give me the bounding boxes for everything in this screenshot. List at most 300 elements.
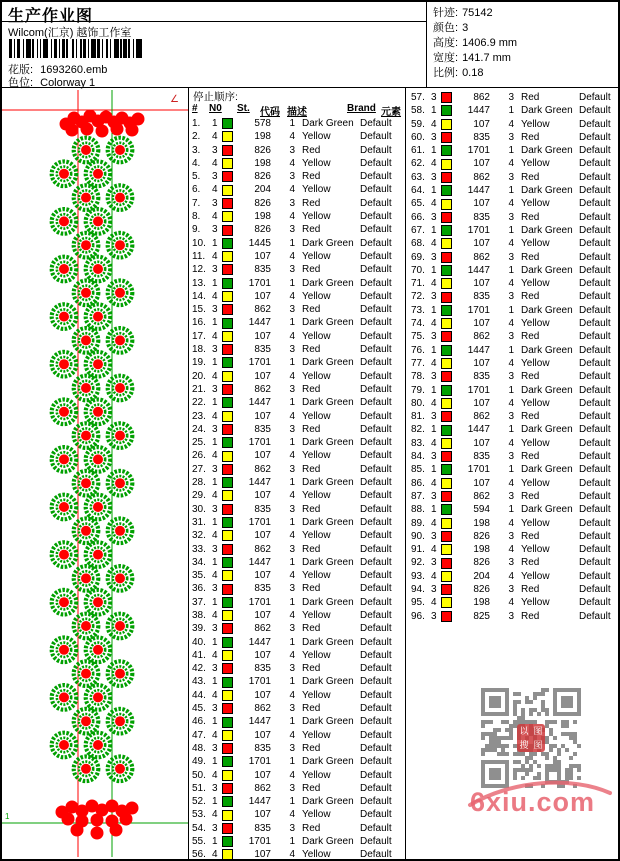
- flower-center: [93, 312, 103, 322]
- stop-row: [189, 729, 405, 742]
- stop-number-cell: 41.: [192, 649, 206, 661]
- brand-cell: Default: [579, 477, 611, 489]
- stop-number-cell: 50.: [192, 769, 206, 781]
- brand-cell: Default: [360, 849, 392, 861]
- stitch-count-cell: 107: [473, 318, 490, 330]
- color-swatch: [222, 264, 233, 275]
- swatch-cell: [222, 570, 237, 581]
- needle-cell: 1: [212, 636, 218, 648]
- flower-center: [115, 478, 125, 488]
- brand-cell: Default: [360, 636, 392, 648]
- qr-module: [545, 720, 549, 724]
- code-cell: 4: [508, 158, 514, 170]
- color-swatch: [222, 530, 233, 541]
- needle-cell: 4: [212, 769, 218, 781]
- swatch-cell: [222, 357, 237, 368]
- brand-cell: Default: [360, 171, 392, 183]
- stitch-count-cell: 862: [473, 171, 490, 183]
- color-swatch: [441, 199, 452, 210]
- stitches-value: 75142: [462, 7, 493, 19]
- swatch-cell: [441, 225, 456, 236]
- code-cell: 3: [508, 557, 514, 569]
- color-swatch: [222, 623, 233, 634]
- qr-module: [521, 716, 525, 720]
- needle-cell: 3: [212, 383, 218, 395]
- needle-cell: 4: [431, 158, 437, 170]
- flower-center: [115, 669, 125, 679]
- qr-module: [557, 752, 561, 756]
- flower-center: [81, 526, 91, 536]
- color-swatch: [222, 238, 233, 249]
- brand-cell: Default: [360, 689, 392, 701]
- description-cell: Red: [521, 171, 540, 183]
- stop-number-cell: 29.: [192, 490, 206, 502]
- stitch-count-cell: 1447: [248, 477, 271, 489]
- stop-row: [189, 157, 405, 170]
- swatch-cell: [222, 504, 237, 515]
- description-cell: Yellow: [521, 544, 550, 556]
- stop-number-cell: 57.: [411, 92, 425, 103]
- stop-number-cell: 94.: [411, 583, 425, 595]
- stop-row: [408, 131, 618, 144]
- info-row-colors: [433, 21, 618, 36]
- title-divider: [2, 21, 426, 22]
- qr-module: [529, 756, 533, 760]
- flower-center: [59, 550, 69, 560]
- needle-cell: 4: [212, 809, 218, 821]
- swatch-cell: [222, 238, 237, 249]
- flower-center: [81, 716, 91, 726]
- stop-number-cell: 95.: [411, 597, 425, 609]
- description-cell: Red: [302, 197, 321, 209]
- stop-row: [189, 596, 405, 609]
- stamp-character: 以: [519, 726, 529, 736]
- stitch-count-cell: 835: [254, 742, 271, 754]
- stitch-count-cell: 835: [254, 344, 271, 356]
- brand-cell: Default: [360, 477, 392, 489]
- description-cell: Red: [302, 171, 321, 183]
- description-cell: Yellow: [302, 157, 331, 169]
- bottom-red-motif: [91, 814, 104, 827]
- stop-row: [408, 370, 618, 383]
- color-swatch: [441, 371, 452, 382]
- qr-module: [541, 704, 545, 708]
- needle-cell: 3: [431, 451, 437, 463]
- flower-center: [115, 716, 125, 726]
- start-mark: 1: [5, 812, 10, 821]
- needle-cell: 1: [431, 464, 437, 476]
- stop-row: [408, 490, 618, 503]
- needle-cell: 1: [212, 516, 218, 528]
- brand-cell: Default: [360, 410, 392, 422]
- stop-number-cell: 71.: [411, 278, 425, 290]
- needle-cell: 3: [431, 530, 437, 542]
- code-cell: 3: [289, 423, 295, 435]
- top-red-motif: [132, 113, 145, 126]
- stop-number-cell: 18.: [192, 344, 206, 356]
- brand-cell: Default: [360, 756, 392, 768]
- needle-cell: 3: [431, 331, 437, 343]
- color-swatch: [441, 252, 452, 263]
- brand-cell: Default: [360, 716, 392, 728]
- stitch-count-cell: 835: [473, 451, 490, 463]
- needle-cell: 1: [431, 424, 437, 436]
- stop-row: [189, 356, 405, 369]
- stop-row: [408, 397, 618, 410]
- stop-number-cell: 43.: [192, 676, 206, 688]
- brand-cell: Default: [579, 583, 611, 595]
- stop-number-cell: 49.: [192, 756, 206, 768]
- stop-row: [408, 184, 618, 197]
- stop-number-cell: 90.: [411, 530, 425, 542]
- top-red-motif: [66, 124, 79, 137]
- needle-cell: 4: [212, 211, 218, 223]
- swatch-cell: [222, 384, 237, 395]
- code-cell: 1: [289, 676, 295, 688]
- brand-cell: Default: [579, 490, 611, 502]
- code-cell: 4: [289, 769, 295, 781]
- needle-cell: 3: [431, 171, 437, 183]
- flower-center: [93, 454, 103, 464]
- stop-number-cell: 14.: [192, 290, 206, 302]
- stitch-count-cell: 1447: [248, 796, 271, 808]
- stitch-count-cell: 826: [254, 224, 271, 236]
- brand-cell: Default: [360, 729, 392, 741]
- stop-row: [189, 503, 405, 516]
- stitch-count-cell: 107: [473, 278, 490, 290]
- stitch-count-cell: 835: [254, 423, 271, 435]
- qr-module: [481, 732, 485, 736]
- stitch-count-cell: 862: [254, 463, 271, 475]
- needle-cell: 4: [212, 689, 218, 701]
- color-swatch: [441, 278, 452, 289]
- description-cell: Dark Green: [302, 676, 354, 688]
- swatch-cell: [441, 92, 456, 103]
- embroidery-design-preview: [2, 88, 188, 859]
- description-cell: Red: [302, 782, 321, 794]
- stop-number-cell: 35.: [192, 570, 206, 582]
- swatch-cell: [441, 611, 456, 622]
- stitch-count-cell: 1447: [248, 317, 271, 329]
- description-cell: Dark Green: [302, 516, 354, 528]
- brand-cell: Default: [360, 450, 392, 462]
- swatch-cell: [441, 199, 456, 210]
- stitch-count-cell: 198: [254, 157, 271, 169]
- brand-cell: Default: [360, 184, 392, 196]
- flower-center: [115, 288, 125, 298]
- brand-cell: Default: [360, 237, 392, 249]
- stop-number-cell: 83.: [411, 437, 425, 449]
- needle-cell: 4: [212, 184, 218, 196]
- brand-cell: Default: [360, 397, 392, 409]
- swatch-cell: [222, 331, 237, 342]
- color-swatch: [222, 451, 233, 462]
- swatch-cell: [441, 278, 456, 289]
- brand-cell: Default: [360, 144, 392, 156]
- stop-row: [189, 197, 405, 210]
- stop-row: [408, 556, 618, 569]
- needle-cell: 1: [431, 384, 437, 396]
- needle-cell: 4: [212, 330, 218, 342]
- stop-row: [189, 303, 405, 316]
- flower-center: [93, 169, 103, 179]
- description-cell: Yellow: [302, 649, 331, 661]
- stop-number-cell: 63.: [411, 171, 425, 183]
- needle-cell: 3: [212, 171, 218, 183]
- needle-cell: 3: [431, 291, 437, 303]
- stitch-count-cell: 107: [254, 530, 271, 542]
- colors-label: 颜色:: [433, 22, 459, 34]
- code-cell: 4: [508, 198, 514, 210]
- color-swatch: [441, 584, 452, 595]
- qr-module: [517, 760, 521, 764]
- qr-module: [573, 752, 577, 756]
- needle-cell: 1: [212, 756, 218, 768]
- info-row-scale: [433, 66, 618, 81]
- brand-cell: Default: [360, 383, 392, 395]
- qr-module: [481, 748, 485, 752]
- qr-module: [573, 740, 577, 744]
- qr-module: [561, 744, 565, 748]
- description-cell: Red: [521, 211, 540, 223]
- color-swatch: [222, 371, 233, 382]
- code-cell: 4: [289, 570, 295, 582]
- code-cell: 3: [289, 583, 295, 595]
- qr-module: [517, 692, 521, 696]
- flower-center: [115, 526, 125, 536]
- qr-module: [577, 768, 581, 772]
- info-row-width: [433, 51, 618, 66]
- code-cell: 1: [289, 357, 295, 369]
- brand-cell: Default: [579, 344, 611, 356]
- stamp-character: 图: [533, 740, 543, 750]
- stop-number-cell: 73.: [411, 304, 425, 316]
- swatch-cell: [222, 464, 237, 475]
- stop-row: [189, 383, 405, 396]
- code-cell: 4: [289, 729, 295, 741]
- stop-row: [189, 569, 405, 582]
- stop-row: [189, 675, 405, 688]
- needle-cell: 1: [212, 237, 218, 249]
- qr-module: [525, 700, 529, 704]
- qr-module: [513, 752, 517, 756]
- description-cell: Yellow: [302, 809, 331, 821]
- qr-module: [525, 772, 529, 776]
- swatch-cell: [222, 291, 237, 302]
- needle-cell: 4: [212, 450, 218, 462]
- flower-center: [59, 216, 69, 226]
- color-swatch: [441, 531, 452, 542]
- stop-number-cell: 68.: [411, 238, 425, 250]
- flower-center: [59, 359, 69, 369]
- code-cell: 1: [508, 384, 514, 396]
- stop-row: [408, 91, 618, 104]
- code-cell: 1: [289, 556, 295, 568]
- stitch-count-cell: 1701: [248, 516, 271, 528]
- needle-cell: 4: [431, 517, 437, 529]
- description-cell: Dark Green: [521, 224, 573, 236]
- code-cell: 4: [508, 357, 514, 369]
- needle-cell: 1: [212, 317, 218, 329]
- qr-module: [545, 688, 549, 692]
- needle-cell: 3: [212, 144, 218, 156]
- stop-row: [189, 609, 405, 622]
- stop-row: [408, 344, 618, 357]
- description-cell: Red: [521, 251, 540, 263]
- qr-module: [481, 712, 509, 716]
- design-info-box: [426, 2, 618, 88]
- column-header-description: 描述: [287, 107, 307, 118]
- swatch-cell: [441, 345, 456, 356]
- needle-cell: 1: [431, 224, 437, 236]
- stop-row: [408, 477, 618, 490]
- stitch-count-cell: 204: [473, 570, 490, 582]
- description-cell: Red: [302, 822, 321, 834]
- stop-number-cell: 86.: [411, 477, 425, 489]
- brand-cell: Default: [360, 583, 392, 595]
- info-row-height: [433, 36, 618, 51]
- qr-module: [513, 708, 517, 712]
- color-swatch: [441, 225, 452, 236]
- qr-module: [545, 756, 549, 760]
- stop-number-cell: 10.: [192, 237, 206, 249]
- stop-row: [408, 118, 618, 131]
- stitch-count-cell: 1701: [467, 464, 490, 476]
- qr-module: [545, 768, 549, 772]
- stop-row: [189, 144, 405, 157]
- code-cell: 3: [289, 742, 295, 754]
- flower-center: [115, 335, 125, 345]
- brand-cell: Default: [579, 105, 611, 117]
- stop-row: [408, 304, 618, 317]
- qr-module: [545, 708, 549, 712]
- stop-number-cell: 46.: [192, 716, 206, 728]
- stop-number-cell: 61.: [411, 145, 425, 157]
- stop-row: [189, 396, 405, 409]
- color-swatch: [222, 171, 233, 182]
- color-swatch: [441, 504, 452, 515]
- qr-module: [569, 732, 573, 736]
- stop-row: [189, 277, 405, 290]
- stop-row: [189, 529, 405, 542]
- qr-module: [553, 760, 557, 764]
- brand-cell: Default: [579, 224, 611, 236]
- needle-cell: 1: [431, 105, 437, 117]
- flower-center: [59, 597, 69, 607]
- needle-cell: 4: [212, 609, 218, 621]
- swatch-cell: [441, 398, 456, 409]
- stop-row: [189, 543, 405, 556]
- color-swatch: [441, 105, 452, 116]
- description-cell: Dark Green: [302, 556, 354, 568]
- code-cell: 3: [508, 171, 514, 183]
- swatch-cell: [441, 504, 456, 515]
- stop-number-cell: 77.: [411, 357, 425, 369]
- qr-module: [549, 764, 553, 768]
- description-cell: Dark Green: [521, 105, 573, 117]
- brand-cell: Default: [579, 397, 611, 409]
- stop-row: [408, 251, 618, 264]
- bottom-red-motif: [126, 802, 139, 815]
- stop-number-cell: 20.: [192, 370, 206, 382]
- stitch-count-cell: 1447: [467, 105, 490, 117]
- description-cell: Dark Green: [302, 716, 354, 728]
- flower-center: [93, 359, 103, 369]
- description-cell: Dark Green: [302, 596, 354, 608]
- swatch-cell: [441, 571, 456, 582]
- brand-cell: Default: [360, 344, 392, 356]
- needle-cell: 4: [431, 597, 437, 609]
- column-header-element: 元素: [381, 107, 401, 118]
- design-barcode: [9, 39, 142, 58]
- stop-row: [408, 503, 618, 516]
- color-swatch: [441, 331, 452, 342]
- swatch-cell: [441, 544, 456, 555]
- stop-row: [189, 410, 405, 423]
- description-cell: Red: [521, 451, 540, 463]
- stamp-character: 图: [533, 726, 543, 736]
- swatch-cell: [441, 371, 456, 382]
- brand-cell: Default: [579, 118, 611, 130]
- code-cell: 3: [289, 344, 295, 356]
- flower-center: [81, 478, 91, 488]
- description-cell: Red: [302, 463, 321, 475]
- color-swatch: [222, 225, 233, 236]
- stop-row: [189, 170, 405, 183]
- color-swatch: [222, 490, 233, 501]
- needle-cell: 4: [212, 530, 218, 542]
- color-swatch: [222, 318, 233, 329]
- color-swatch: [441, 385, 452, 396]
- description-cell: Dark Green: [302, 836, 354, 848]
- qr-module: [505, 692, 509, 712]
- qr-module: [553, 744, 557, 748]
- description-cell: Yellow: [521, 238, 550, 250]
- stop-number-cell: 17.: [192, 330, 206, 342]
- brand-cell: Default: [579, 251, 611, 263]
- flower-center: [81, 240, 91, 250]
- qr-module: [565, 768, 569, 772]
- qr-module: [481, 760, 509, 764]
- qr-module: [497, 744, 501, 748]
- brand-cell: Default: [360, 822, 392, 834]
- stitch-count-cell: 107: [254, 490, 271, 502]
- stop-number-cell: 38.: [192, 609, 206, 621]
- color-swatch: [222, 437, 233, 448]
- swatch-cell: [222, 477, 237, 488]
- stop-row: [189, 370, 405, 383]
- qr-module: [573, 736, 577, 740]
- swatch-cell: [222, 637, 237, 648]
- description-cell: Dark Green: [521, 145, 573, 157]
- stop-number-cell: 88.: [411, 504, 425, 516]
- stop-number-cell: 76.: [411, 344, 425, 356]
- brand-cell: Default: [360, 330, 392, 342]
- stitch-count-cell: 107: [473, 477, 490, 489]
- needle-cell: 1: [431, 304, 437, 316]
- color-swatch: [222, 743, 233, 754]
- needle-cell: 3: [212, 543, 218, 555]
- qr-module: [573, 764, 577, 768]
- code-cell: 1: [289, 516, 295, 528]
- brand-cell: Default: [579, 504, 611, 516]
- needle-cell: 3: [212, 224, 218, 236]
- column-header-number: #: [192, 103, 198, 114]
- swatch-cell: [441, 172, 456, 183]
- needle-cell: 3: [431, 583, 437, 595]
- swatch-cell: [441, 531, 456, 542]
- top-red-motif: [96, 125, 109, 138]
